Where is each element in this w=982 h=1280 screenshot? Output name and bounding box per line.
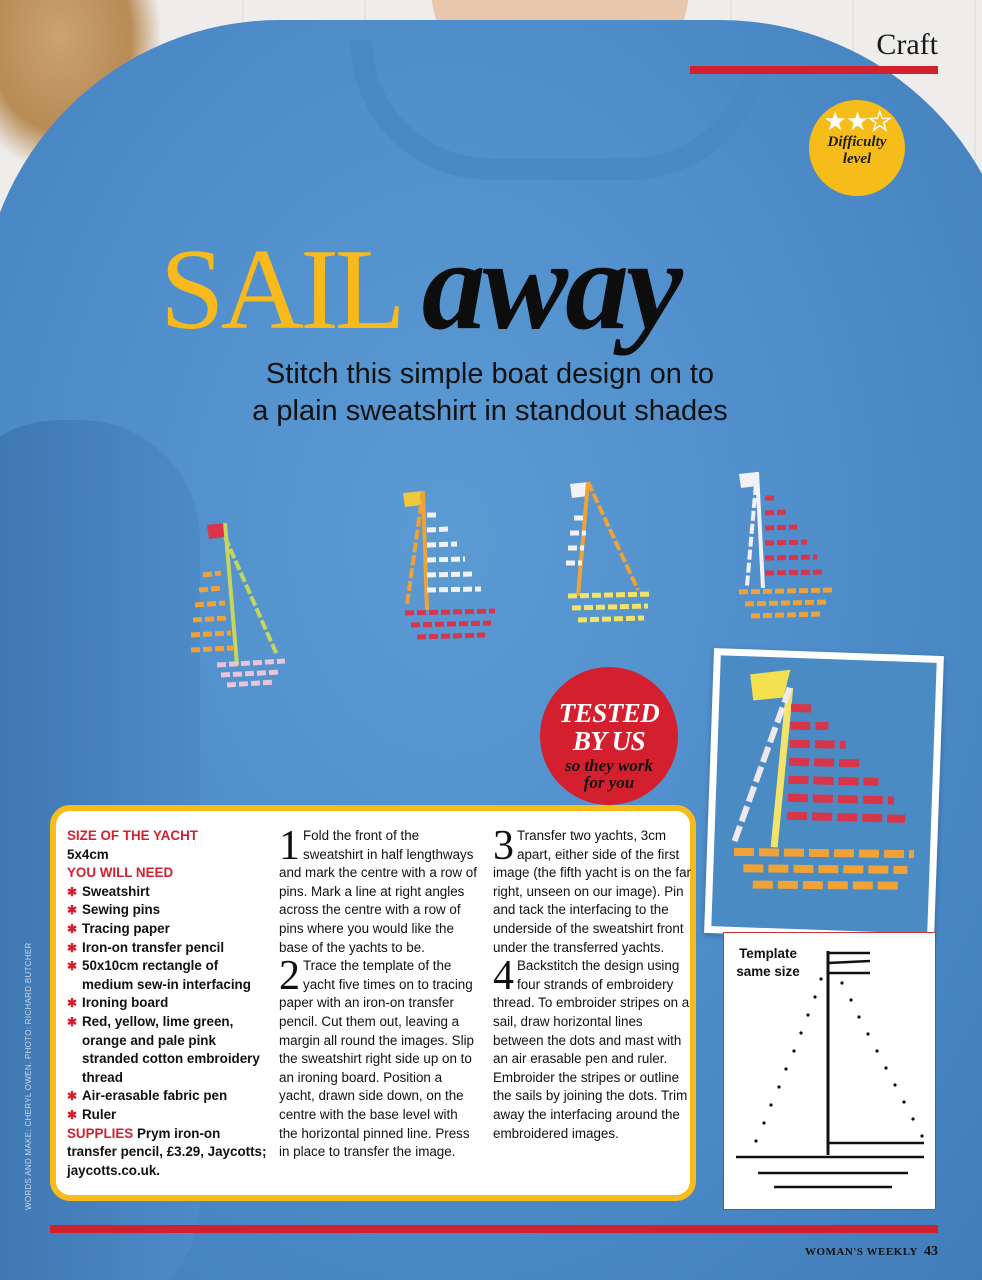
tested-line1: TESTED [558, 698, 660, 728]
page-title [160, 212, 680, 359]
footer-rule [50, 1225, 938, 1233]
difficulty-stars [809, 108, 905, 134]
step-number: 4 [493, 953, 514, 1000]
supplies-label: SUPPLIES [67, 1125, 134, 1141]
step-number: 3 [493, 823, 514, 869]
difficulty-badge [809, 100, 905, 196]
tested-badge [540, 667, 678, 805]
list-item: ✱ Red, yellow, lime green, orange and pale pink stranded cotton embroidery thread [67, 1013, 267, 1087]
supplies [67, 1125, 267, 1181]
step-text: Backstitch the design using four strands of embroidery thread. To embroider stripes on a sail, draw horizontal lines between the dots and mast with an air erasable pen and ruler. Embroider the stripes or outline the sails by joining the dots. Trim away the interfacing around the embroidered images. [493, 958, 690, 1141]
tested-line4: for you [583, 773, 635, 792]
supplies-text: Prym iron-on transfer pencil, £3.29, Jaycotts; jaycotts.co.uk. [67, 1125, 267, 1178]
list-item: ✱ Sewing pins [67, 901, 267, 920]
step-4 [493, 953, 693, 1143]
subtitle-line2: a plain sweatshirt in standout shades [252, 395, 728, 427]
need-heading: YOU WILL NEED [67, 865, 174, 881]
closeup-photo [704, 648, 944, 941]
magazine-name: WOMAN'S WEEKLY [804, 1246, 918, 1258]
section-label: Craft [876, 28, 938, 61]
step-number: 1 [279, 823, 300, 869]
tested-headline [540, 699, 678, 755]
step-text: Transfer two yachts, 3cm apart, either side of the first image (the fifth yacht is on the far right, unseen on our image). Pin and tack the interfacing to the underside of the sweatshirt front under the transferred yachts. [493, 828, 691, 955]
step-text: Trace the template of the yacht five times on to tracing paper with an iron-on transfer pencil. Cut them out, leaving a margin all round the images. Slip the sweatshirt right side up on to an ironing board. Position a yacht, drawn side down, on the centre with the base level with the horizontal pinned line. Press in place to transfer the image. [279, 958, 475, 1160]
step-3 [493, 823, 693, 957]
step-2 [279, 953, 479, 1162]
page-folio [805, 1242, 938, 1260]
tested-line2: BY US [572, 726, 646, 756]
list-item: ✱ Sweatshirt [67, 883, 267, 902]
tested-line3: so they work [565, 756, 653, 775]
tested-tagline [540, 757, 678, 791]
difficulty-label-line2: level [842, 151, 872, 167]
embroidered-boat-4 [725, 468, 845, 643]
list-item: ✱ Air-erasable fabric pen [67, 1087, 267, 1106]
subtitle-line1: Stitch this simple boat design on to [265, 358, 715, 390]
list-item: ✱ Ruler [67, 1106, 267, 1125]
header-rule [690, 66, 938, 74]
embroidered-boat-2 [395, 485, 505, 660]
page-number: 43 [924, 1244, 938, 1259]
list-item: ✱ Iron-on transfer pencil [67, 939, 267, 958]
yacht-template [723, 932, 936, 1210]
list-item: ✱ Tracing paper [67, 920, 267, 939]
step-number: 2 [279, 953, 300, 1000]
materials-list [67, 883, 267, 1125]
materials-column [67, 827, 267, 1180]
template-label-line2: same size [736, 964, 800, 979]
subtitle [160, 356, 820, 430]
size-heading: SIZE OF THE YACHT [67, 828, 198, 843]
template-label-line1: Template [739, 946, 797, 961]
size-value: 5x4cm [67, 846, 109, 862]
instructions-box [50, 805, 696, 1201]
title-part1: SAIL [160, 226, 402, 354]
photo-credit: WORDS AND MAKE: CHERYL OWEN. PHOTO: RICHARD BUTCHER [24, 942, 33, 1210]
template-drawing [724, 933, 937, 1211]
embroidered-boat-1 [185, 515, 295, 690]
closeup-image [711, 655, 936, 933]
steps-column-2 [493, 823, 693, 1143]
step-1 [279, 823, 479, 957]
list-item: ✱ 50x10cm rectangle of medium sew-in interfacing [67, 957, 267, 994]
star-filled-icon: ★ [823, 106, 846, 136]
embroidered-boat-3 [560, 478, 670, 653]
difficulty-label-line1: Difficulty [827, 134, 887, 150]
star-filled-icon: ★ [845, 106, 869, 136]
difficulty-label [809, 134, 905, 168]
step-text: Fold the front of the sweatshirt in half lengthways and mark the centre with a row of pins. Mark a line at right angles across the centre with a row of pins where you would like the base of the yachts to be. [279, 828, 477, 955]
star-empty-icon: ★ [868, 106, 891, 136]
list-item: ✱ Ironing board [67, 994, 267, 1013]
steps-column-1 [279, 823, 479, 1162]
closeup-boat [711, 655, 936, 933]
title-part2: away [421, 214, 680, 356]
